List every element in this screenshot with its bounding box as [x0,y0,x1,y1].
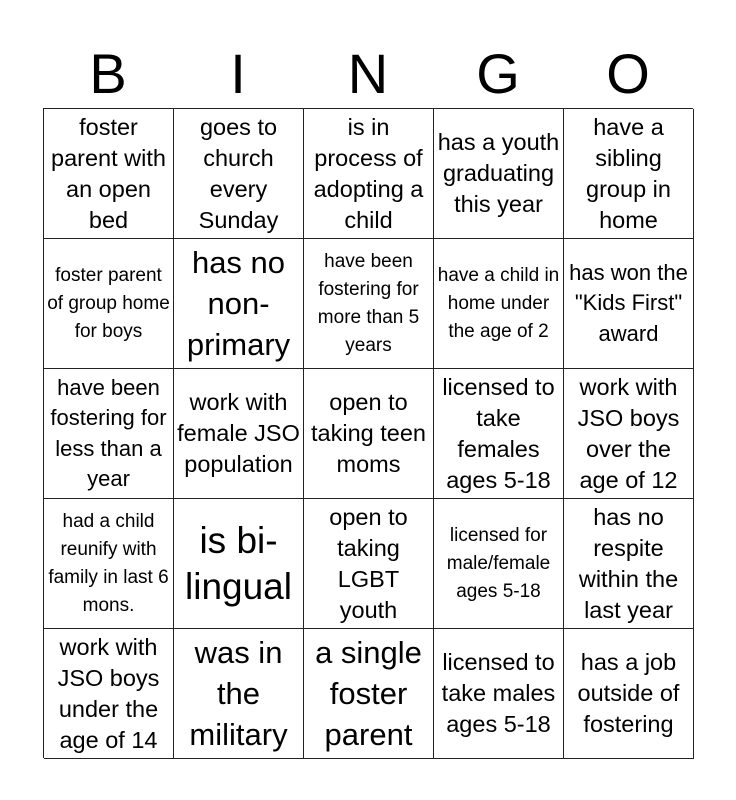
cell-text: open to taking teen moms [311,389,426,477]
cell-text: licensed to take females ages 5-18 [442,373,555,493]
cell-text: foster parent of group home for boys [47,264,170,342]
bingo-cell[interactable] [434,499,564,629]
bingo-cell[interactable] [564,629,694,759]
bingo-cell[interactable] [44,499,174,629]
bingo-cell[interactable] [434,369,564,499]
bingo-cell[interactable] [174,629,304,759]
bingo-cell[interactable] [174,499,304,629]
cell-text: is bi-lingual [185,519,292,607]
bingo-cell[interactable] [44,109,174,239]
cell-text: has a job outside of fostering [577,649,680,737]
cell-text: work with female JSO population [177,389,300,477]
cell-text: work with JSO boys over the age of 12 [577,373,680,493]
cell-text: a single foster parent [315,635,422,752]
cell-text: has a youth graduating this year [437,129,560,217]
bingo-cell[interactable] [434,109,564,239]
cell-text: had a child reunify with family in last 6 mons. [48,510,169,616]
bingo-cell[interactable] [304,109,434,239]
bingo-cell[interactable] [44,629,174,759]
cell-text: work with JSO boys under the age of 14 [57,633,160,753]
bingo-cell[interactable] [564,109,694,239]
cell-text: open to taking LGBT youth [329,503,408,623]
bingo-cell[interactable] [174,239,304,369]
bingo-cell[interactable] [434,239,564,369]
cell-text: was in the military [189,635,288,752]
cell-text: goes to church every Sunday [198,113,279,233]
bingo-cell[interactable] [44,239,174,369]
bingo-cell[interactable] [304,629,434,759]
cell-text: licensed for male/female ages 5-18 [446,524,551,602]
cell-text: foster parent with an open bed [51,113,166,233]
bingo-cell[interactable] [564,369,694,499]
bingo-cell[interactable] [304,369,434,499]
bingo-cell[interactable] [304,239,434,369]
header-letter-g: G [476,42,520,105]
cell-text: licensed to take males ages 5-18 [441,649,556,737]
header-letter-i: I [230,42,246,105]
bingo-header [43,40,693,108]
cell-text: have been fostering for less than a year [50,374,167,491]
header-letter-n: N [347,42,389,105]
cell-text: has no non-primary [186,245,291,362]
cell-text: has won the "Kids First" award [569,259,688,346]
bingo-cell[interactable] [434,629,564,759]
cell-text: is in process of adopting a child [313,113,424,233]
bingo-cell[interactable] [44,369,174,499]
header-letter-b: B [89,42,127,105]
bingo-cell[interactable] [564,239,694,369]
bingo-cell[interactable] [174,109,304,239]
bingo-grid [43,108,693,758]
cell-text: have a child in home under the age of 2 [437,264,560,342]
bingo-cell[interactable] [564,499,694,629]
bingo-cell[interactable] [304,499,434,629]
header-letter-o: O [606,42,650,105]
bingo-cell[interactable] [174,369,304,499]
cell-text: has no respite within the last year [578,503,679,623]
cell-text: have a sibling group in home [586,113,671,233]
cell-text: have been fostering for more than 5 years [317,250,420,356]
